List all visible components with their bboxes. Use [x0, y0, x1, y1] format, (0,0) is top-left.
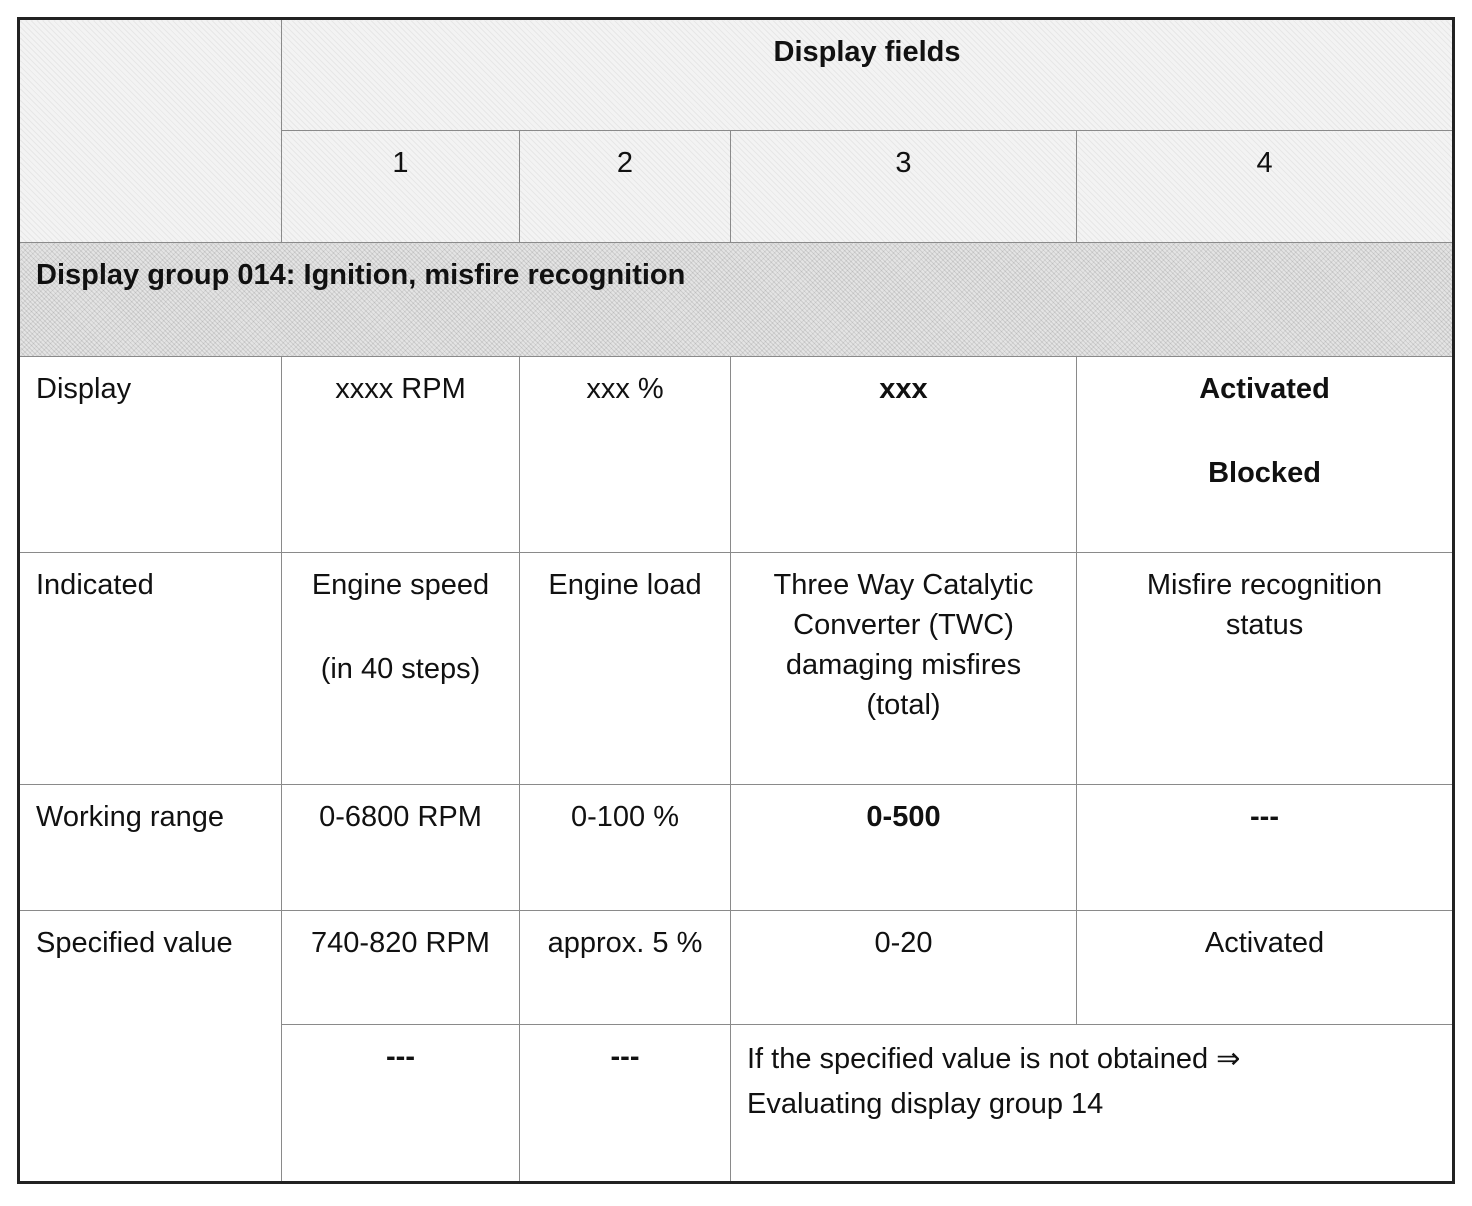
column-number-2: 2 [520, 131, 731, 243]
column-number-3: 3 [731, 131, 1077, 243]
display-fields-title: Display fields [773, 36, 961, 68]
column-number-4: 4 [1077, 131, 1454, 243]
working-range-field-2: 0-100 % [520, 785, 731, 911]
fallback-field-2: --- [520, 1025, 731, 1183]
row-label-indicated: Indicated [19, 553, 282, 785]
row-label-specified-value: Specified value [19, 911, 282, 1183]
display-group-title-row [19, 243, 1454, 357]
display-group-title: Display group 014: Ignition, misfire recognition [36, 259, 686, 291]
indicated-field-1: Engine speed (in 40 steps) [282, 553, 520, 785]
display-field-1: xxxx RPM [282, 357, 520, 553]
specified-value-field-3: 0-20 [731, 911, 1077, 1025]
specified-value-field-4: Activated [1077, 911, 1454, 1025]
specified-value-field-2: approx. 5 % [520, 911, 731, 1025]
fallback-note [731, 1025, 1454, 1183]
specified-value-field-1: 740-820 RPM [282, 911, 520, 1025]
indicated-field-4: Misfire recognition status [1077, 553, 1454, 785]
display-group-table [17, 17, 1455, 1184]
display-fields-header [282, 19, 1454, 131]
header-corner-cell [19, 19, 282, 243]
row-label-display: Display [19, 357, 282, 553]
fallback-note-line-2: Evaluating display group 14 [747, 1088, 1104, 1120]
fallback-note-line-1: If the specified value is not obtained ⇒ [747, 1043, 1241, 1075]
display-field-4: Activated Blocked [1077, 357, 1454, 553]
working-range-field-3: 0-500 [731, 785, 1077, 911]
working-range-field-1: 0-6800 RPM [282, 785, 520, 911]
column-number-1: 1 [282, 131, 520, 243]
working-range-field-4: --- [1077, 785, 1454, 911]
indicated-field-2: Engine load [520, 553, 731, 785]
indicated-field-3: Three Way Catalytic Converter (TWC) damaging misfires (total) [731, 553, 1077, 785]
row-label-working-range: Working range [19, 785, 282, 911]
display-field-2: xxx % [520, 357, 731, 553]
fallback-field-1: --- [282, 1025, 520, 1183]
display-field-3: xxx [731, 357, 1077, 553]
